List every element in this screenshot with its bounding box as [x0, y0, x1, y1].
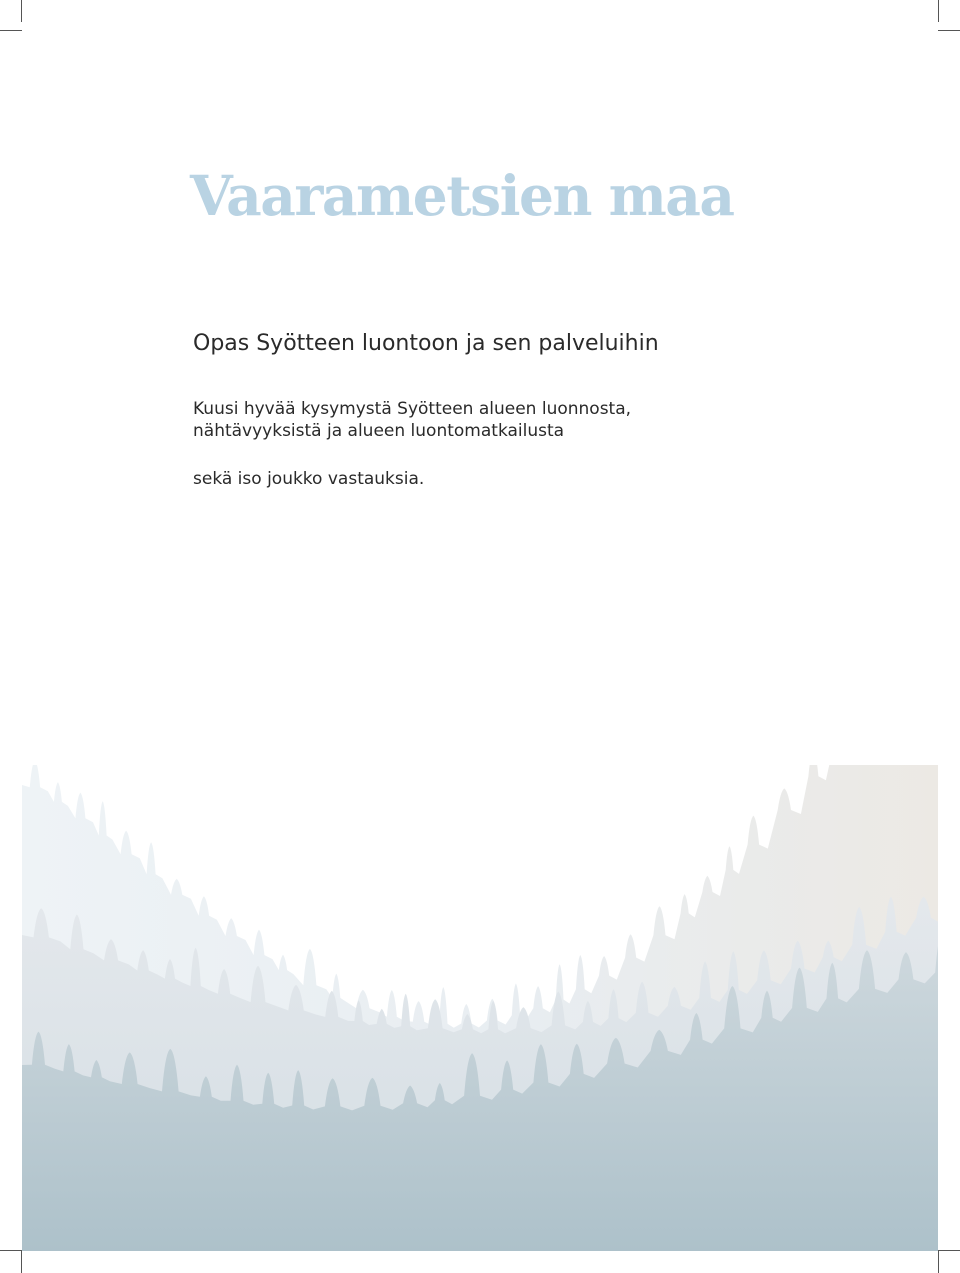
crop-mark-top-left-horizontal: [0, 30, 22, 31]
cover-subtitle: Opas Syötteen luontoon ja sen palveluihin: [193, 331, 659, 356]
cover-title: Vaarametsien maa: [190, 163, 734, 228]
crop-mark-top-right-horizontal: [938, 30, 960, 31]
forest-illustration: [22, 765, 938, 1251]
intro-line: nähtävyyksistä ja alueen luontomatkailusta: [193, 421, 565, 441]
crop-mark-top-right-vertical: [938, 0, 939, 22]
intro-line: Kuusi hyvää kysymystä Syötteen alueen luonnosta,: [193, 399, 632, 419]
crop-mark-bottom-left-horizontal: [0, 1250, 22, 1251]
crop-mark-bottom-right-horizontal: [938, 1250, 960, 1251]
crop-mark-top-left-vertical: [21, 0, 22, 22]
crop-mark-bottom-left-vertical: [21, 1251, 22, 1273]
cover-intro-extra: sekä iso joukko vastauksia.: [193, 469, 425, 489]
cover-intro: [193, 398, 631, 442]
crop-mark-bottom-right-vertical: [938, 1251, 939, 1273]
